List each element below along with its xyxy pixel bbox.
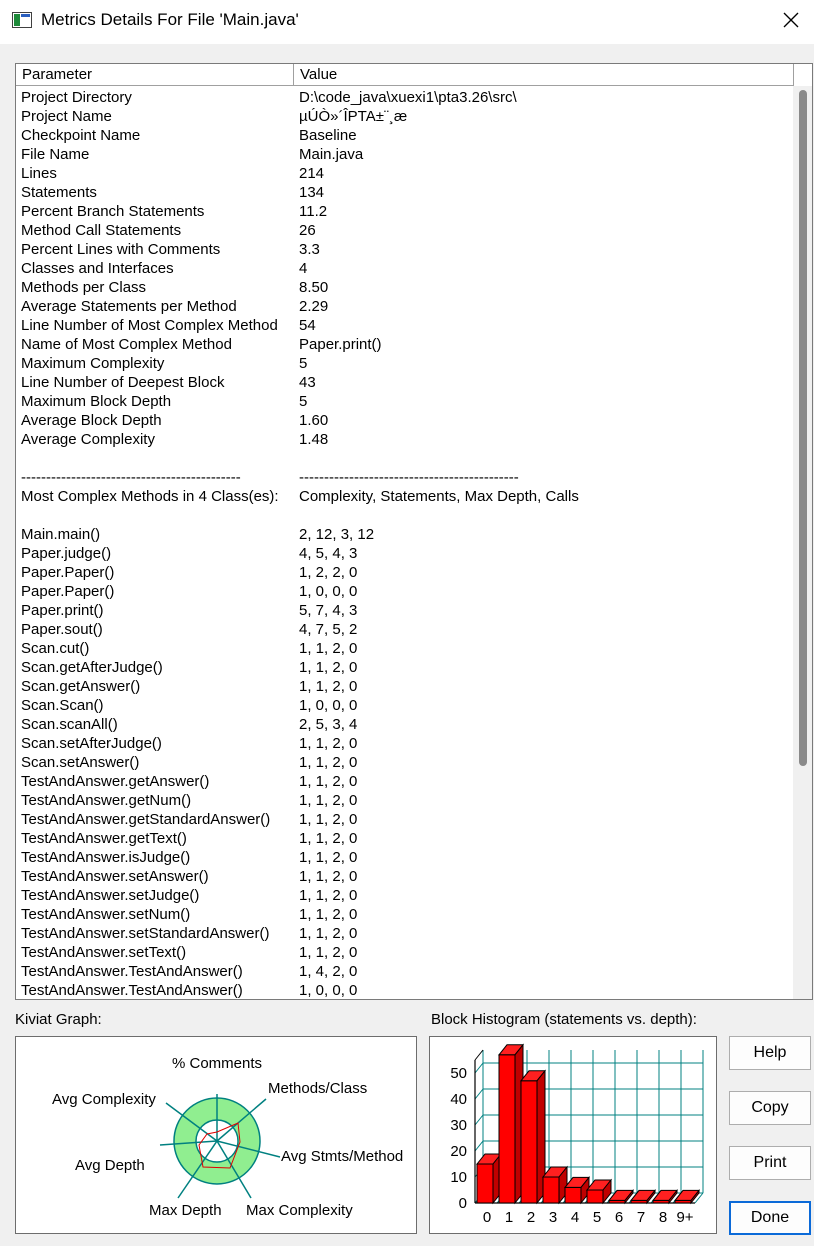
table-row[interactable] [16,620,794,639]
histogram-grid-line [475,1115,483,1125]
histogram-bar [565,1187,581,1203]
value-cell: 4 [299,260,308,277]
histogram-x-tick-label: 1 [504,1209,514,1226]
histogram-grid-line [475,1141,483,1151]
value-cell: 3.3 [299,241,320,258]
close-icon [783,12,799,28]
parameter-cell: Name of Most Complex Method [21,336,232,353]
value-cell: Complexity, Statements, Max Depth, Calls [299,488,579,505]
value-cell: 54 [299,317,316,334]
parameter-cell: TestAndAnswer.TestAndAnswer() [21,963,243,980]
table-row[interactable] [16,354,794,373]
table-row[interactable] [16,278,794,297]
table-row[interactable] [16,829,794,848]
parameter-cell: Classes and Interfaces [21,260,174,277]
value-cell: Main.java [299,146,364,163]
kiviat-graph-label: Kiviat Graph: [15,1011,102,1028]
parameter-cell: Scan.scanAll() [21,716,118,733]
histogram-y-tick-label: 10 [450,1169,467,1186]
value-cell: 5, 7, 4, 3 [299,602,358,619]
table-row[interactable] [16,601,794,620]
value-cell: 1, 1, 2, 0 [299,792,358,809]
table-row[interactable] [16,715,794,734]
histogram-bar [543,1177,559,1203]
table-row[interactable] [16,449,794,468]
parameter-cell: Project Name [21,108,112,125]
value-cell: 43 [299,374,316,391]
value-cell: 1, 1, 2, 0 [299,849,358,866]
value-cell: 1, 1, 2, 0 [299,754,358,771]
histogram-bar [499,1055,515,1203]
table-row[interactable] [16,563,794,582]
histogram-y-tick-label: 50 [450,1065,467,1082]
parameter-cell: -------------------------------------------- [21,469,241,486]
value-cell: 1, 1, 2, 0 [299,811,358,828]
value-cell: 1, 4, 2, 0 [299,963,358,980]
scrollbar-thumb[interactable] [799,90,807,766]
histogram-label: Block Histogram (statements vs. depth): [431,1011,697,1028]
table-row[interactable] [16,848,794,867]
histogram-bar [587,1190,603,1203]
histogram-x-tick-label: 2 [526,1209,536,1226]
parameter-cell: Paper.Paper() [21,564,115,581]
parameter-cell: File Name [21,146,90,163]
close-button[interactable] [768,0,814,40]
value-cell: 26 [299,222,316,239]
value-cell: 5 [299,393,308,410]
kiviat-axis-label-avg-depth: Avg Depth [75,1157,145,1174]
print-button[interactable]: Print [729,1146,811,1180]
parameter-cell: Method Call Statements [21,222,182,239]
histogram-x-tick-label: 9+ [676,1209,694,1226]
parameter-cell: Percent Branch Statements [21,203,205,220]
value-cell: 1, 1, 2, 0 [299,659,358,676]
metrics-list[interactable] [15,63,813,1000]
parameter-cell: TestAndAnswer.setStandardAnswer() [21,925,270,942]
value-cell: 8.50 [299,279,329,296]
parameter-cell: TestAndAnswer.getText() [21,830,187,847]
table-row[interactable] [16,240,794,259]
table-row[interactable] [16,183,794,202]
value-cell: 1, 1, 2, 0 [299,773,358,790]
value-cell: 1, 1, 2, 0 [299,944,358,961]
histogram-grid-line [475,1089,483,1099]
value-cell: 1, 0, 0, 0 [299,982,358,999]
kiviat-axis-label-comments: % Comments [171,1055,263,1072]
parameter-cell: TestAndAnswer.isJudge() [21,849,191,866]
parameter-cell: Methods per Class [21,279,147,296]
value-cell: 1, 0, 0, 0 [299,697,358,714]
value-cell: 1, 2, 2, 0 [299,564,358,581]
histogram-x-tick-label: 4 [570,1209,580,1226]
value-cell: 1, 1, 2, 0 [299,830,358,847]
value-cell: 2.29 [299,298,329,315]
parameter-cell: Most Complex Methods in 4 Class(es): [21,488,279,505]
parameter-cell: Scan.cut() [21,640,90,657]
histogram-grid-line [475,1063,483,1073]
value-cell: Paper.print() [299,336,382,353]
table-row[interactable] [16,411,794,430]
histogram-x-tick-label: 8 [658,1209,668,1226]
column-header-parameter[interactable]: Parameter [16,64,294,85]
table-row[interactable] [16,316,794,335]
table-row[interactable] [16,886,794,905]
table-row[interactable] [16,696,794,715]
parameter-cell: Percent Lines with Comments [21,241,221,258]
table-row[interactable] [16,658,794,677]
histogram-x-tick-label: 0 [482,1209,492,1226]
kiviat-axis-label-avg-stmts: Avg Stmts/Method [281,1148,404,1165]
histogram-x-tick-label: 6 [614,1209,624,1226]
value-cell: 2, 12, 3, 12 [299,526,375,543]
vertical-scrollbar[interactable] [793,86,812,999]
parameter-cell: Line Number of Deepest Block [21,374,225,391]
histogram-bar [521,1081,537,1203]
value-cell: 1.48 [299,431,329,448]
parameter-cell: Lines [21,165,57,182]
table-row[interactable] [16,506,794,525]
value-cell: 214 [299,165,325,182]
value-cell: 4, 7, 5, 2 [299,621,358,638]
value-cell: 1, 1, 2, 0 [299,906,358,923]
value-cell: D:\code_java\xuexi1\pta3.26\src\ [299,89,517,106]
kiviat-graph-panel [15,1036,417,1234]
kiviat-axis-label-max-complexity: Max Complexity [246,1202,353,1219]
table-row[interactable] [16,639,794,658]
list-header [16,64,794,86]
value-cell: 2, 5, 3, 4 [299,716,358,733]
value-cell: Baseline [299,127,357,144]
table-row[interactable] [16,905,794,924]
value-cell: µÚÒ»´ÎPTA±¨¸æ [299,108,408,125]
histogram-y-tick-label: 0 [458,1195,467,1212]
table-row[interactable] [16,924,794,943]
parameter-cell: Maximum Block Depth [21,393,172,410]
table-row[interactable] [16,867,794,886]
table-row[interactable] [16,943,794,962]
table-row[interactable] [16,145,794,164]
parameter-cell: Checkpoint Name [21,127,141,144]
parameter-cell: Average Complexity [21,431,155,448]
parameter-cell: TestAndAnswer.setNum() [21,906,191,923]
parameter-cell: Paper.Paper() [21,583,115,600]
table-row[interactable] [16,221,794,240]
kiviat-axis-label-methods-class: Methods/Class [268,1080,368,1097]
parameter-cell: TestAndAnswer.TestAndAnswer() [21,982,243,999]
table-row[interactable] [16,126,794,145]
value-cell: 1, 1, 2, 0 [299,868,358,885]
value-cell: 134 [299,184,325,201]
histogram-x-tick-label: 5 [592,1209,602,1226]
table-row[interactable] [16,582,794,601]
table-row[interactable] [16,468,794,487]
value-cell: 1, 1, 2, 0 [299,887,358,904]
parameter-cell: TestAndAnswer.setJudge() [21,887,200,904]
table-row[interactable] [16,164,794,183]
parameter-cell: Scan.getAnswer() [21,678,141,695]
histogram-axis-edge [475,1050,483,1060]
parameter-cell: TestAndAnswer.getAnswer() [21,773,210,790]
table-row[interactable] [16,392,794,411]
table-row[interactable] [16,259,794,278]
value-cell: 1, 0, 0, 0 [299,583,358,600]
parameter-cell: Scan.Scan() [21,697,104,714]
histogram-y-tick-label: 20 [450,1143,467,1160]
parameter-cell: Scan.setAnswer() [21,754,140,771]
value-cell: 1, 1, 2, 0 [299,640,358,657]
parameter-cell: Scan.getAfterJudge() [21,659,163,676]
table-row[interactable] [16,430,794,449]
parameter-cell: Paper.judge() [21,545,112,562]
table-row[interactable] [16,810,794,829]
parameter-cell: Average Statements per Method [21,298,237,315]
parameter-cell: Maximum Complexity [21,355,165,372]
parameter-cell: Scan.setAfterJudge() [21,735,162,752]
parameter-cell: Project Directory [21,89,132,106]
list-rows [16,88,794,1000]
table-row[interactable] [16,297,794,316]
histogram-x-tick-label: 7 [636,1209,646,1226]
table-row[interactable] [16,88,794,107]
value-cell: 1, 1, 2, 0 [299,925,358,942]
kiviat-graph [16,1037,416,1233]
window-app-icon [12,12,32,28]
histogram-x-tick-label: 3 [548,1209,558,1226]
block-histogram-chart [430,1037,716,1233]
table-row[interactable] [16,734,794,753]
done-button[interactable]: Done [729,1201,811,1235]
table-row[interactable] [16,981,794,1000]
table-row[interactable] [16,373,794,392]
table-row[interactable] [16,544,794,563]
histogram-panel [429,1036,717,1234]
table-row[interactable] [16,753,794,772]
parameter-cell: Line Number of Most Complex Method [21,317,278,334]
window-title: Metrics Details For File 'Main.java' [41,10,299,29]
table-row[interactable] [16,962,794,981]
histogram-y-tick-label: 30 [450,1117,467,1134]
table-row[interactable] [16,677,794,696]
kiviat-axis-label-avg-complexity: Avg Complexity [52,1091,156,1108]
value-cell: 1, 1, 2, 0 [299,678,358,695]
kiviat-axis-label-max-depth: Max Depth [149,1202,222,1219]
table-row[interactable] [16,791,794,810]
value-cell: 1.60 [299,412,329,429]
parameter-cell: Statements [21,184,97,201]
parameter-cell: Average Block Depth [21,412,162,429]
copy-button[interactable]: Copy [729,1091,811,1125]
parameter-cell: Main.main() [21,526,101,543]
table-row[interactable] [16,772,794,791]
value-cell: 11.2 [299,203,328,220]
value-cell: -------------------------------------------- [299,469,519,486]
help-button[interactable]: Help [729,1036,811,1070]
parameter-cell: TestAndAnswer.setText() [21,944,187,961]
value-cell: 5 [299,355,308,372]
parameter-cell: TestAndAnswer.getNum() [21,792,192,809]
table-row[interactable] [16,525,794,544]
histogram-bar [477,1164,493,1203]
parameter-cell: TestAndAnswer.getStandardAnswer() [21,811,271,828]
parameter-cell: Paper.print() [21,602,104,619]
title-bar [0,0,814,44]
column-header-value[interactable]: Value [294,64,794,85]
value-cell: 4, 5, 4, 3 [299,545,358,562]
table-row[interactable] [16,487,794,506]
parameter-cell: Paper.sout() [21,621,103,638]
parameter-cell: TestAndAnswer.setAnswer() [21,868,209,885]
table-row[interactable] [16,107,794,126]
table-row[interactable] [16,202,794,221]
table-row[interactable] [16,335,794,354]
value-cell: 1, 1, 2, 0 [299,735,358,752]
histogram-y-tick-label: 40 [450,1091,467,1108]
